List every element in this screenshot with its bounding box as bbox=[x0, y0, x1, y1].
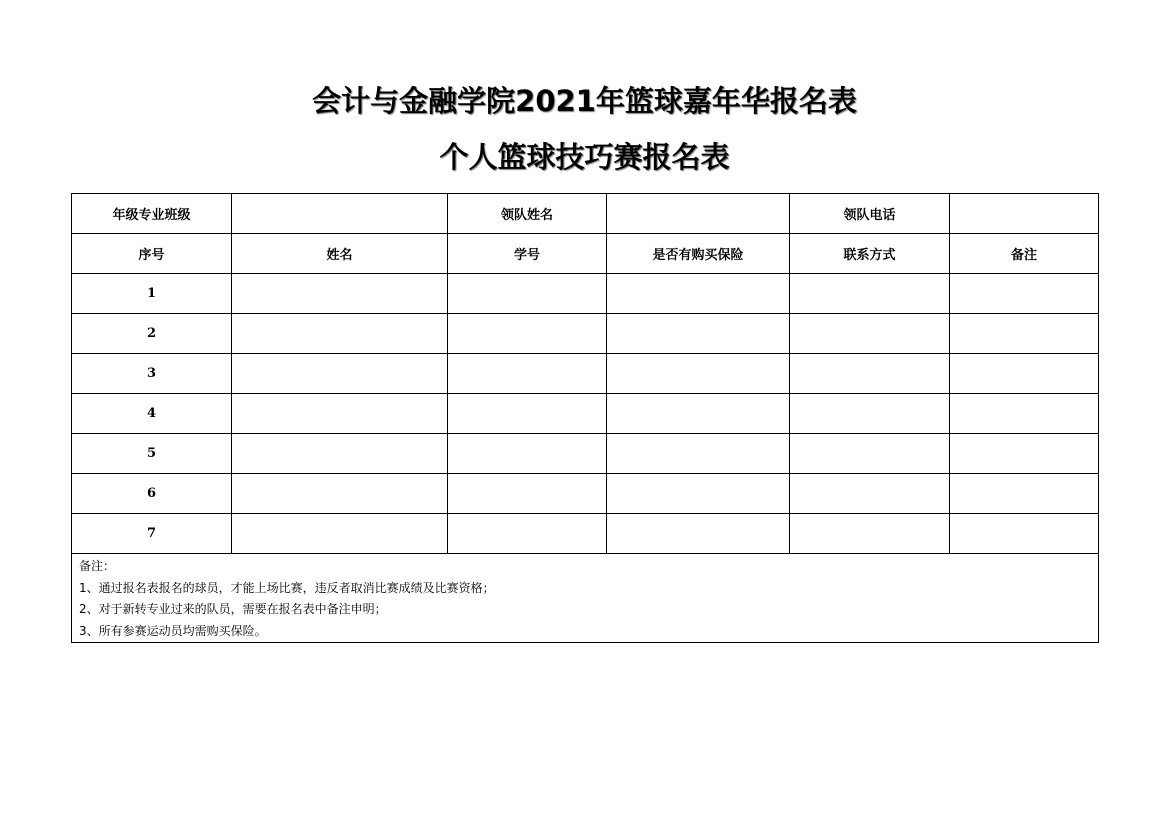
column-header-name: 姓名 bbox=[232, 234, 448, 274]
table-row bbox=[72, 274, 1099, 314]
grade-label: 年级专业班级 bbox=[72, 194, 232, 234]
remarks-cell[interactable] bbox=[950, 274, 1099, 314]
main-title: 会计与金融学院2021年篮球嘉年华报名表 bbox=[312, 84, 857, 118]
student-id-cell[interactable] bbox=[448, 354, 607, 394]
name-cell[interactable] bbox=[232, 274, 448, 314]
column-header-student-id: 学号 bbox=[448, 234, 607, 274]
leader-name-field[interactable] bbox=[607, 194, 790, 234]
notes-heading: 备注： bbox=[79, 559, 116, 573]
row-number: 5 bbox=[72, 434, 232, 474]
column-header-no: 序号 bbox=[72, 234, 232, 274]
notes-cell bbox=[72, 554, 1099, 643]
row-number: 3 bbox=[72, 354, 232, 394]
insurance-cell[interactable] bbox=[607, 434, 790, 474]
note-line: 3、所有参赛运动员均需购买保险。 bbox=[79, 623, 267, 638]
leader-phone-field[interactable] bbox=[950, 194, 1099, 234]
remarks-cell[interactable] bbox=[950, 394, 1099, 434]
table-row bbox=[72, 474, 1099, 514]
team-info-row bbox=[72, 194, 1099, 234]
table-row bbox=[72, 434, 1099, 474]
notes-row bbox=[72, 554, 1099, 643]
row-number: 4 bbox=[72, 394, 232, 434]
name-cell[interactable] bbox=[232, 434, 448, 474]
note-line: 2、对于新转专业过来的队员，需要在报名表中备注申明； bbox=[79, 602, 387, 616]
insurance-cell[interactable] bbox=[607, 274, 790, 314]
student-id-cell[interactable] bbox=[448, 514, 607, 554]
remarks-cell[interactable] bbox=[950, 514, 1099, 554]
column-header-contact: 联系方式 bbox=[790, 234, 950, 274]
column-header-remarks: 备注 bbox=[950, 234, 1099, 274]
contact-cell[interactable] bbox=[790, 434, 950, 474]
student-id-cell[interactable] bbox=[448, 314, 607, 354]
name-cell[interactable] bbox=[232, 354, 448, 394]
remarks-cell[interactable] bbox=[950, 354, 1099, 394]
table-row bbox=[72, 394, 1099, 434]
insurance-cell[interactable] bbox=[607, 394, 790, 434]
table-row bbox=[72, 354, 1099, 394]
table-row bbox=[72, 314, 1099, 354]
leader-phone-label: 领队电话 bbox=[790, 194, 950, 234]
row-number: 1 bbox=[72, 274, 232, 314]
student-id-cell[interactable] bbox=[448, 394, 607, 434]
name-cell[interactable] bbox=[232, 514, 448, 554]
sub-title: 个人篮球技巧赛报名表 bbox=[439, 140, 730, 174]
contact-cell[interactable] bbox=[790, 394, 950, 434]
remarks-cell[interactable] bbox=[950, 314, 1099, 354]
grade-field[interactable] bbox=[232, 194, 448, 234]
column-header-insurance: 是否有购买保险 bbox=[607, 234, 790, 274]
contact-cell[interactable] bbox=[790, 274, 950, 314]
remarks-cell[interactable] bbox=[950, 434, 1099, 474]
leader-name-label: 领队姓名 bbox=[448, 194, 607, 234]
name-cell[interactable] bbox=[232, 314, 448, 354]
table-row bbox=[72, 514, 1099, 554]
student-id-cell[interactable] bbox=[448, 474, 607, 514]
student-id-cell[interactable] bbox=[448, 274, 607, 314]
name-cell[interactable] bbox=[232, 474, 448, 514]
insurance-cell[interactable] bbox=[607, 314, 790, 354]
insurance-cell[interactable] bbox=[607, 514, 790, 554]
insurance-cell[interactable] bbox=[607, 354, 790, 394]
name-cell[interactable] bbox=[232, 394, 448, 434]
contact-cell[interactable] bbox=[790, 354, 950, 394]
note-line: 1、通过报名表报名的球员，才能上场比赛，违反者取消比赛成绩及比赛资格； bbox=[79, 580, 495, 595]
row-number: 7 bbox=[72, 514, 232, 554]
row-number: 2 bbox=[72, 314, 232, 354]
student-id-cell[interactable] bbox=[448, 434, 607, 474]
insurance-cell[interactable] bbox=[607, 474, 790, 514]
contact-cell[interactable] bbox=[790, 314, 950, 354]
contact-cell[interactable] bbox=[790, 474, 950, 514]
column-header-row bbox=[72, 234, 1099, 274]
registration-table bbox=[71, 193, 1099, 643]
row-number: 6 bbox=[72, 474, 232, 514]
remarks-cell[interactable] bbox=[950, 474, 1099, 514]
contact-cell[interactable] bbox=[790, 514, 950, 554]
